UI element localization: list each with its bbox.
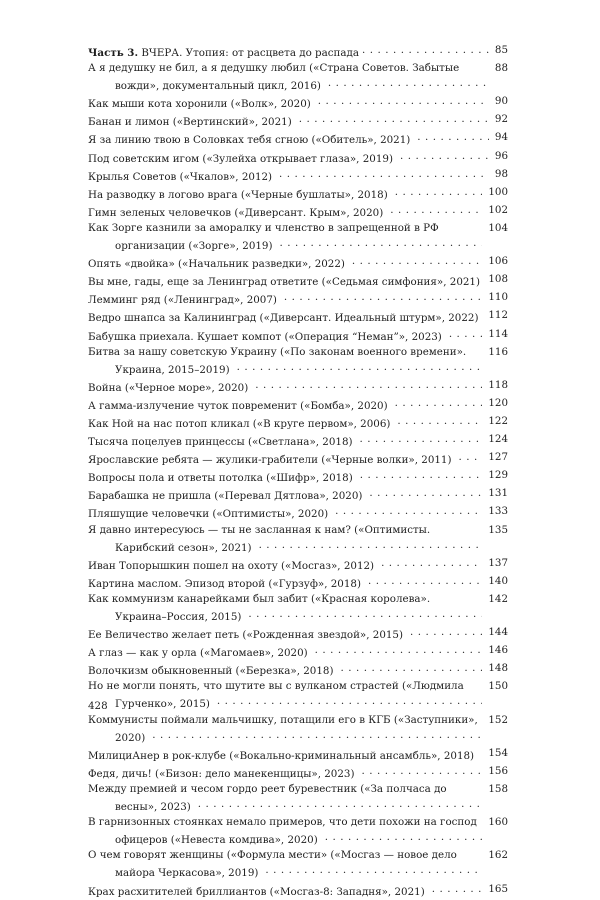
toc-page-number: 124: [484, 432, 508, 447]
leader-dots: [336, 661, 482, 674]
toc-entry: [88, 625, 508, 643]
leader-dots: [362, 43, 489, 56]
toc-entry-title: А я дедушку не бил, а я дедушку любил («Страна Советов. Забытые вожди», документальный цикл, 2016): [88, 62, 460, 93]
leader-dots: [377, 556, 482, 569]
toc-page-number: 110: [484, 290, 508, 305]
toc-part-heading: [88, 43, 508, 61]
toc-page-number: 94: [491, 130, 508, 145]
toc-entry-title: Бабушка приехала. Кушает компот («Операция “Неман”», 2023): [88, 330, 442, 343]
toc-page-number: 92: [491, 112, 508, 127]
toc-entry-title: Банан и лимон («Вертинский», 2021): [88, 116, 292, 129]
toc-page-number: 129: [484, 468, 508, 483]
toc-entry: [88, 378, 508, 396]
toc-entry-title: Гимн зеленых человечков («Диверсант. Крым», 2020): [88, 206, 384, 219]
toc-entry-title: Федя, дичь! («Бизон: дело манекенщицы», 2023): [88, 767, 355, 780]
toc-entry-title: Вопросы пола и ответы потолка («Шифр», 2018): [88, 472, 353, 485]
leader-dots: [455, 450, 483, 463]
toc-entry: [88, 167, 508, 185]
toc-entry: [88, 203, 508, 221]
toc-entry-title: Крылья Советов («Чкалов», 2012): [88, 170, 273, 183]
toc-page-number: 156: [484, 764, 508, 779]
leader-dots: [331, 504, 482, 517]
toc-entry-title: А гамма-излучение чуток повременит («Бомба», 2020): [88, 399, 388, 412]
toc-page-number: 112: [484, 308, 508, 323]
table-of-contents: [88, 43, 508, 900]
toc-entry: [88, 308, 508, 326]
toc-entry: [88, 764, 508, 782]
toc-entry-title: Война («Черное море», 2020): [88, 381, 249, 394]
leader-dots: [356, 432, 483, 445]
toc-entry-title: О чем говорят женщины («Формула мести» («Мосгаз — новое дело майора Черкасова», 2019): [88, 849, 457, 880]
part-title: ВЧЕРА. Утопия: от расцвета до распада: [141, 47, 360, 59]
toc-page-number: 162: [484, 848, 508, 863]
toc-entry: [88, 679, 508, 712]
toc-entry-title: Ярославские ребята — жулики-грабители («Черные волки», 2011): [88, 454, 452, 467]
toc-entry-title: Но не могли понять, что шутите вы с вулканом страстей («Людмила Гурченко», 2015): [88, 680, 464, 711]
toc-page-number: 158: [484, 782, 508, 797]
leader-dots: [413, 130, 489, 143]
toc-page-number: 150: [484, 679, 508, 694]
toc-page-number: 118: [484, 378, 508, 393]
toc-entry: [88, 556, 508, 574]
toc-entry-title: Битва за нашу советскую Украину («По законам военного времени». Украина, 2015–2019): [88, 345, 467, 376]
leader-dots: [348, 254, 482, 267]
toc-entry: [88, 149, 508, 167]
toc-page-number: 165: [484, 882, 508, 897]
toc-entry: [88, 94, 508, 112]
toc-entry: [88, 782, 508, 815]
toc-page-number: 96: [491, 149, 508, 164]
toc-page-number: 122: [484, 414, 508, 429]
toc-page-number: 88: [491, 61, 508, 76]
toc-entry-title: Лемминг ряд («Ленинград», 2007): [88, 294, 277, 307]
toc-entry-title: Как Зорге казнили за аморалку и членство в запрещенной в РФ организации («Зорге», 2019): [88, 221, 439, 253]
toc-page-number: 100: [484, 185, 508, 200]
toc-entry: [88, 468, 508, 486]
toc-entry: [88, 592, 508, 625]
leader-dots: [406, 625, 482, 638]
leader-dots: [481, 308, 482, 321]
toc-entry-title: Под советским игом («Зулейха открывает глаза», 2019): [88, 152, 393, 165]
toc-page-number: 131: [484, 486, 508, 501]
toc-entry-title: Как коммунизм канарейками был забит («Красная королева». Украина–Россия, 2015): [88, 592, 431, 623]
toc-page-number: 160: [484, 815, 508, 830]
toc-page-number: 90: [491, 94, 508, 109]
toc-entry-title: Я за линию твою в Соловках тебя сгною («Обитель», 2021): [88, 134, 411, 147]
leader-dots: [280, 290, 482, 303]
toc-entry: [88, 746, 508, 764]
toc-page-number: 146: [484, 643, 508, 658]
toc-page-number: 106: [484, 254, 508, 269]
toc-entry: [88, 713, 508, 746]
leader-dots: [428, 882, 483, 895]
leader-dots: [311, 643, 483, 656]
toc-entry: [88, 432, 508, 450]
toc-entry: [88, 327, 508, 345]
leader-dots: [324, 76, 489, 89]
toc-entry-title: МилициАнер в рок-клубе («Вокально-криминальный ансамбль», 2018): [88, 749, 475, 762]
leader-dots: [194, 797, 483, 810]
toc-page-number: 85: [491, 43, 508, 58]
toc-entry: [88, 661, 508, 679]
leader-dots: [213, 694, 482, 707]
toc-entry-title: Как Ной на нас потоп кликал («В круге первом», 2006): [88, 417, 391, 430]
toc-page-number: 148: [484, 661, 508, 676]
leader-dots: [396, 149, 489, 162]
leader-dots: [276, 236, 483, 249]
toc-entry: [88, 574, 508, 592]
toc-entry: [88, 254, 508, 272]
toc-entry: [88, 290, 508, 308]
toc-entry: [88, 345, 508, 378]
leader-dots: [365, 486, 482, 499]
toc-entry-title: В гарнизонных стоянках немало примеров, что дети похожи на господ офицеров («Невеста комдива», 2020): [88, 816, 477, 847]
toc-entry: [88, 848, 508, 881]
toc-entry-title: Ее Величество желает петь («Рожденная звездой», 2015): [88, 629, 404, 642]
toc-page-number: 133: [484, 504, 508, 519]
toc-entry-title: Вы мне, гады, еще за Ленинград ответите («Седьмая симфония», 2021): [88, 276, 480, 289]
toc-page-number: 108: [484, 272, 508, 287]
toc-page-number: 152: [484, 713, 508, 728]
toc-entry: [88, 523, 508, 556]
toc-page-number: 104: [484, 221, 508, 236]
leader-dots: [357, 764, 482, 777]
toc-entry: [88, 112, 508, 130]
leader-dots: [356, 468, 483, 481]
leader-dots: [244, 607, 482, 620]
toc-page-number: 127: [484, 450, 508, 465]
leader-dots: [445, 327, 483, 340]
toc-entry: [88, 272, 508, 290]
toc-entry-title: Картина маслом. Эпизод второй («Гурзуф», 2018): [88, 577, 361, 590]
leader-dots: [314, 94, 489, 107]
toc-page-number: 98: [491, 167, 508, 182]
toc-entry-title: Опять «двойка» («Начальник разведки», 2022): [88, 258, 345, 271]
toc-entry: [88, 643, 508, 661]
toc-entry: [88, 61, 508, 94]
toc-entry: [88, 815, 508, 848]
toc-page-number: 154: [484, 746, 508, 761]
page-number: 428: [88, 700, 108, 712]
part-label: Часть 3.: [88, 47, 139, 59]
toc-page-number: 135: [484, 523, 508, 538]
toc-page-number: 116: [484, 345, 508, 360]
toc-entry-title: Крах расхитителей бриллиантов («Мосгаз-8: Западня», 2021): [88, 885, 425, 898]
toc-entry: [88, 414, 508, 432]
toc-entry-title: Коммунисты поймали мальчишку, потащили его в КГБ («Заступники», 2020): [88, 713, 478, 744]
leader-dots: [233, 360, 483, 373]
leader-dots: [251, 378, 482, 391]
toc-entry: [88, 486, 508, 504]
leader-dots: [393, 414, 482, 427]
leader-dots: [391, 396, 483, 409]
leader-dots: [148, 728, 482, 741]
toc-entry-title: Пляшущие человечки («Оптимисты», 2020): [88, 508, 329, 521]
leader-dots: [386, 203, 482, 216]
leader-dots: [255, 538, 483, 551]
toc-entry: [88, 450, 508, 468]
toc-page-number: 120: [484, 396, 508, 411]
toc-entry-title: Волочкизм обыкновенный («Березка», 2018): [88, 665, 334, 678]
leader-dots: [321, 830, 483, 843]
leader-dots: [391, 185, 483, 198]
toc-entry: [88, 185, 508, 203]
toc-page-number: 144: [484, 625, 508, 640]
leader-dots: [477, 746, 482, 759]
leader-dots: [295, 112, 489, 125]
toc-entry: [88, 396, 508, 414]
toc-entry: [88, 504, 508, 522]
toc-page-number: 142: [484, 592, 508, 607]
toc-entry: [88, 130, 508, 148]
toc-entry-title: Барабашка не пришла («Перевал Дятлова», 2020): [88, 490, 363, 503]
toc-entry: [88, 221, 508, 254]
leader-dots: [364, 574, 482, 587]
toc-entry-title: Ведро шнапса за Калининград («Диверсант. Идеальный штурм», 2022): [88, 312, 479, 325]
leader-dots: [261, 863, 482, 876]
toc-entry-title: Между премией и чесом гордо реет буревестник («За полчаса до весны», 2023): [88, 782, 447, 814]
toc-entry-title: Как мыши кота хоронили («Волк», 2020): [88, 98, 311, 111]
toc-entry-title: На разводку в логово врага («Черные бушлаты», 2018): [88, 188, 388, 201]
toc-page-number: 140: [484, 574, 508, 589]
toc-page-number: 137: [484, 556, 508, 571]
toc-entry-title: Иван Топорышкин пошел на охоту («Мосгаз», 2012): [88, 559, 375, 572]
toc-page-number: 114: [484, 327, 508, 342]
toc-entries: [88, 61, 508, 900]
leader-dots: [275, 167, 489, 180]
toc-entry-title: Я давно интересуюсь — ты не засланная к нам? («Оптимисты. Карибский сезон», 2021): [88, 523, 431, 554]
toc-page-number: 102: [484, 203, 508, 218]
toc-entry-title: А глаз — как у орла («Магомаев», 2020): [88, 647, 308, 660]
toc-entry: [88, 882, 508, 900]
toc-entry-title: Тысяча поцелуев принцессы («Светлана», 2018): [88, 436, 353, 449]
